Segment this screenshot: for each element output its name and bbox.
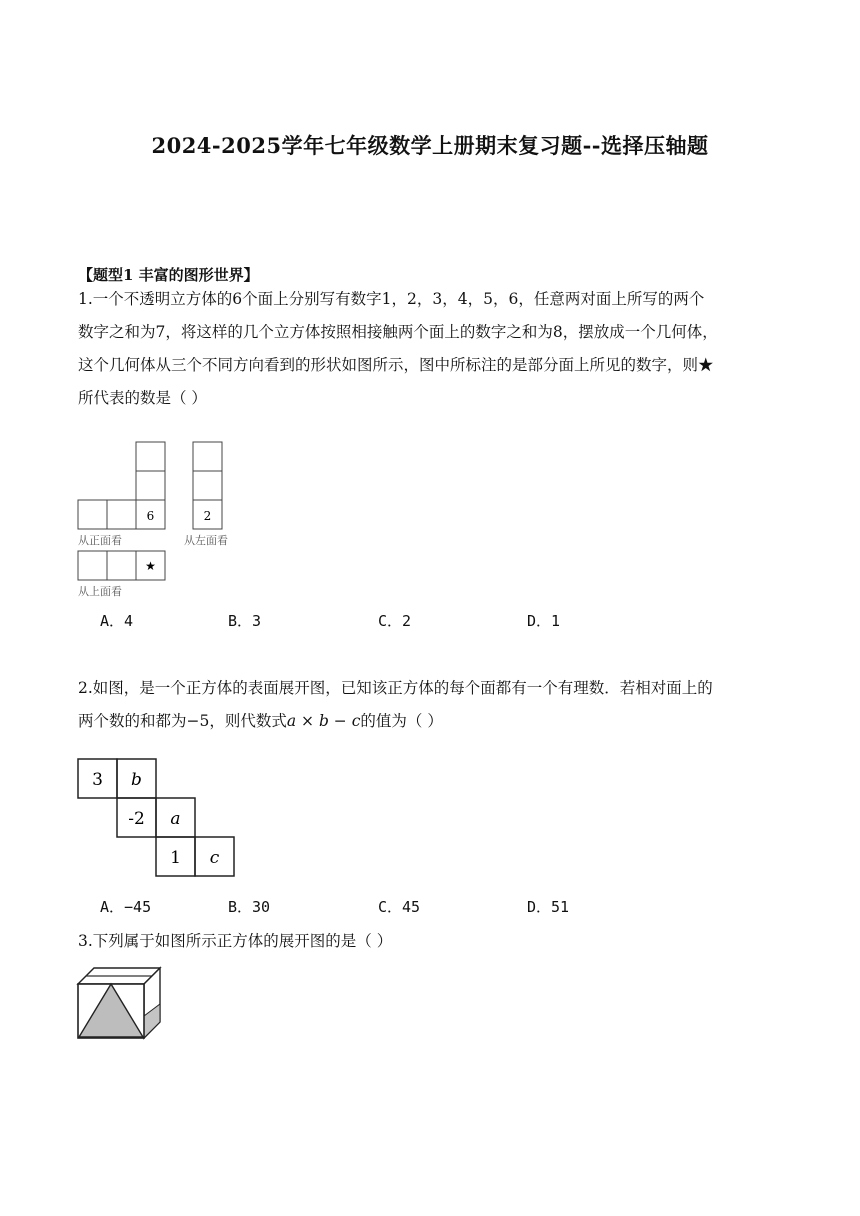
q2-option-a: A．−45 [100,898,152,916]
caption-left-view: 从左面看 [184,534,228,547]
question-3-text [78,925,788,958]
q1-line: 所代表的数是（ ） [78,389,207,407]
left-view-cell [193,442,222,471]
caption-front-view: 从正面看 [78,534,122,547]
q2-line: 2.如图，是一个正方体的表面展开图，已知该正方体的每个面都有一个有理数．若相对面上的 [78,679,713,697]
q2-option-b: B．30 [228,898,271,916]
front-view-cell [136,442,165,471]
section-heading: 【题型1 丰富的图形世界】 [78,266,259,284]
front-view-cell [136,471,165,500]
q1-option-d: D．1 [527,612,561,630]
q1-option-c: C．2 [378,612,412,630]
question-2-text [78,672,788,738]
star-icon: ★ [145,559,156,573]
q2-line [78,705,788,738]
q3-line: 3.下列属于如图所示正方体的展开图的是（ ） [78,932,393,950]
left-view-number: 2 [203,509,212,523]
q2-cube-net-figure [77,758,239,880]
net-value: a [170,809,181,829]
q3-cube-figure [76,966,164,1042]
net-value: c [209,848,220,868]
q2-expression: a × b − c [286,712,361,730]
net-value: b [131,770,142,790]
q1-option-a: A．4 [100,612,134,630]
front-view-cell [78,500,107,529]
q1-line: 数字之和为7，将这样的几个立方体按照相接触两个面上的数字之和为8，摆放成一个几何体， [78,323,718,341]
net-value: -2 [128,809,145,829]
q1-line: 1.一个不透明立方体的6个面上分别写有数字1，2，3，4，5，6，任意两对面上所写的两个 [78,290,705,308]
net-value: 3 [92,770,103,790]
q2-option-d: D．51 [527,898,570,916]
left-view-cell [193,471,222,500]
q1-option-b: B．3 [228,612,262,630]
page-title: 2024-2025学年七年级数学上册期末复习题--选择压轴题 [151,133,709,158]
caption-top-view: 从上面看 [78,585,122,598]
net-value: 1 [170,848,181,868]
q1-line: 这个几何体从三个不同方向看到的形状如图所示，图中所标注的是部分面上所见的数字，则★ [78,356,714,374]
top-view-cell [107,551,136,580]
q2-line-post: 的值为（ ） [360,712,443,730]
q1-views-figure [76,440,256,600]
front-view-number: 6 [146,509,155,523]
q2-option-c: C．45 [378,898,421,916]
question-1-text [78,283,788,415]
q2-line-pre: 两个数的和都为−5，则代数式 [78,712,287,730]
front-view-cell [107,500,136,529]
top-view-cell [78,551,107,580]
